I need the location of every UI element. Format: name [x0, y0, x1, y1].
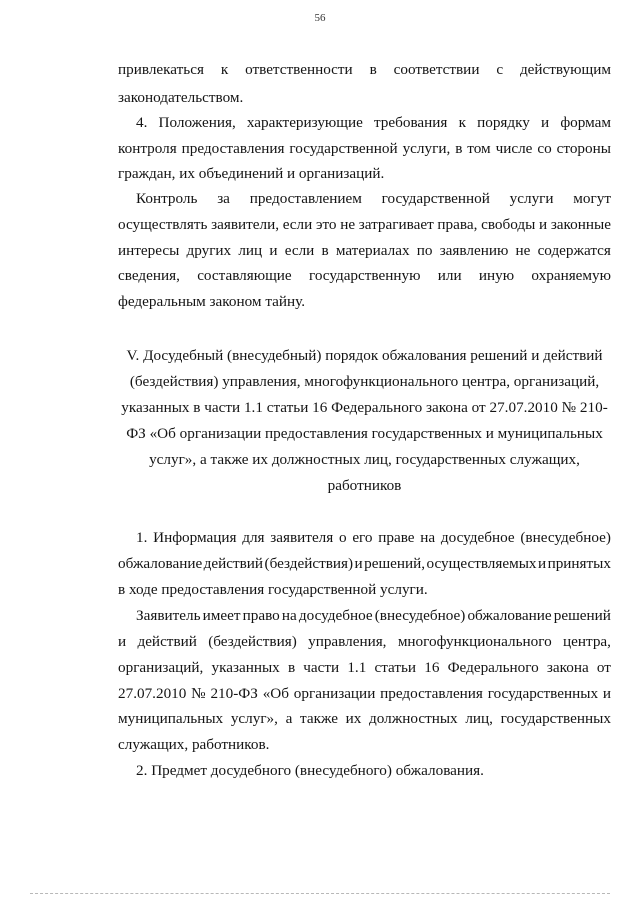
word: центра, — [563, 633, 611, 650]
word: 16 — [424, 659, 440, 676]
word: лиц — [238, 242, 263, 259]
paragraph-line — [118, 60, 611, 80]
word: в — [455, 140, 463, 157]
word: лиц, — [465, 710, 493, 727]
word: стороны — [556, 140, 611, 157]
word: интересы — [118, 242, 180, 259]
word: заявителя — [270, 529, 334, 546]
word: с — [496, 61, 504, 78]
paragraph-line — [118, 241, 611, 261]
word: не — [515, 242, 531, 259]
word: обжалование — [118, 555, 203, 572]
paragraph-line — [118, 139, 611, 159]
word: материалах — [335, 242, 410, 259]
word: их — [345, 710, 362, 727]
word: 4. — [136, 114, 148, 131]
word: ответственности — [245, 61, 353, 78]
paragraph-line: служащих, работников. — [118, 736, 270, 753]
word: организации — [293, 685, 376, 702]
word: (внесудебное) — [520, 529, 611, 546]
word: его — [352, 529, 373, 546]
word: государственных — [500, 710, 611, 727]
word: других — [186, 242, 232, 259]
word: (бездействия) — [264, 555, 354, 572]
word: на — [281, 607, 297, 624]
word: и — [602, 685, 611, 702]
word: привлекаться — [118, 61, 204, 78]
word: обжалование — [467, 607, 552, 624]
word: за — [217, 190, 230, 207]
word: характеризующие — [246, 114, 363, 131]
paragraph-line — [136, 189, 611, 209]
word: «Об — [262, 685, 289, 702]
word: государственной — [289, 140, 398, 157]
section-heading-line: (бездействия) управления, многофункционального центра, организаций, — [129, 373, 600, 390]
word: праве — [378, 529, 415, 546]
paragraph-line — [136, 528, 611, 548]
word: услуги, — [402, 140, 451, 157]
paragraph-line: в ходе предоставления государственной услуги. — [118, 581, 428, 598]
word: к — [220, 61, 229, 78]
word: содержатся — [537, 242, 611, 259]
word: действующим — [519, 61, 611, 78]
section-heading-line: услуг», а также их должностных лиц, государственных служащих, — [149, 451, 580, 468]
word: статьи — [374, 659, 417, 676]
word: 1. — [136, 529, 148, 546]
word: если — [284, 242, 315, 259]
page-bottom-rule — [30, 893, 610, 894]
word: предоставления — [380, 685, 483, 702]
paragraph-line — [118, 684, 611, 704]
section-heading-line: работников — [327, 477, 402, 494]
word: закона — [546, 659, 589, 676]
word: заявители, — [211, 216, 279, 233]
word: если — [282, 216, 313, 233]
word: право — [242, 607, 280, 624]
paragraph-line: граждан, их объединений и организаций. — [118, 165, 385, 182]
word: должностных — [369, 710, 458, 727]
word: 1.1 — [347, 659, 367, 676]
word: действий — [203, 555, 264, 572]
word: контроля — [118, 140, 177, 157]
word: части — [303, 659, 340, 676]
word: свободы — [481, 216, 536, 233]
word: и — [354, 555, 363, 572]
word: в — [287, 659, 296, 676]
paragraph-line — [118, 554, 611, 574]
word: 27.07.2010 — [118, 685, 187, 702]
word: государственную — [308, 267, 421, 284]
word: соответствии — [393, 61, 480, 78]
word: Заявитель — [136, 607, 201, 624]
word: действий — [137, 633, 197, 650]
word: права, — [437, 216, 478, 233]
paragraph-line — [118, 266, 611, 286]
word: досудебное — [440, 529, 515, 546]
word: осуществляемых — [426, 555, 537, 572]
word: к — [458, 114, 466, 131]
word: и — [537, 555, 547, 572]
word: 210-ФЗ — [210, 685, 258, 702]
word: не — [340, 216, 356, 233]
word: принятых — [547, 555, 611, 572]
word: и — [269, 242, 278, 259]
word: или — [437, 267, 462, 284]
word: требования — [373, 114, 448, 131]
word: и — [541, 114, 550, 131]
paragraph-line — [118, 215, 611, 235]
word: Информация — [153, 529, 237, 546]
paragraph-line: федеральным законом тайну. — [118, 293, 306, 310]
word: о — [338, 529, 347, 546]
paragraph-line: законодательством. — [118, 89, 244, 106]
word: (бездействия) — [208, 633, 297, 650]
word: порядку — [477, 114, 530, 131]
word: предоставлением — [249, 190, 362, 207]
word: законные — [550, 216, 611, 233]
word: (внесудебное) — [374, 607, 466, 624]
word: и — [118, 633, 127, 650]
word: управления, — [308, 633, 387, 650]
paragraph-line — [118, 709, 611, 729]
word: составляющие — [197, 267, 292, 284]
word: решений, — [364, 555, 426, 572]
word: осуществлять — [118, 216, 208, 233]
word: многофункционального — [397, 633, 552, 650]
word: на — [420, 529, 436, 546]
word: иную — [478, 267, 515, 284]
word: для — [242, 529, 265, 546]
word: охраняемую — [531, 267, 611, 284]
word: решений — [553, 607, 611, 624]
word: и — [538, 216, 548, 233]
word: числе — [495, 140, 533, 157]
section-heading-line: ФЗ «Об организации предоставления государственных и муниципальных — [126, 425, 603, 442]
word: государственной — [381, 190, 490, 207]
section-heading-line: указанных в части 1.1 статьи 16 Федерального закона от 27.07.2010 № 210- — [121, 399, 608, 416]
paragraph-line — [118, 632, 611, 652]
word: заявлению — [439, 242, 509, 259]
word: услуг», — [230, 710, 278, 727]
word: Федерального — [447, 659, 539, 676]
word: № — [191, 685, 206, 702]
word: муниципальных — [118, 710, 224, 727]
word: также — [300, 710, 338, 727]
word: организаций, — [118, 659, 204, 676]
word: услуги — [509, 190, 554, 207]
paragraph-line: 2. Предмет досудебного (внесудебного) обжалования. — [136, 762, 484, 779]
word: досудебное — [298, 607, 373, 624]
paragraph-line — [136, 113, 611, 133]
word: Контроль — [136, 190, 198, 207]
word: Положения, — [158, 114, 236, 131]
word: сведения, — [118, 267, 180, 284]
word: указанных — [211, 659, 280, 676]
word: затрагивает — [358, 216, 434, 233]
word: а — [285, 710, 293, 727]
word: со — [537, 140, 552, 157]
paragraph-line — [118, 658, 611, 678]
page-number: 56 — [314, 12, 326, 24]
word: предоставления — [181, 140, 285, 157]
paragraph-line — [136, 606, 611, 626]
word: это — [315, 216, 337, 233]
word: в — [369, 61, 377, 78]
word: могут — [573, 190, 611, 207]
word: имеет — [202, 607, 241, 624]
word: от — [596, 659, 611, 676]
word: том — [467, 140, 491, 157]
word: государственных — [487, 685, 599, 702]
word: по — [416, 242, 433, 259]
word: в — [321, 242, 329, 259]
section-heading-line: V. Досудебный (внесудебный) порядок обжалования решений и действий — [126, 347, 603, 364]
word: формам — [560, 114, 611, 131]
